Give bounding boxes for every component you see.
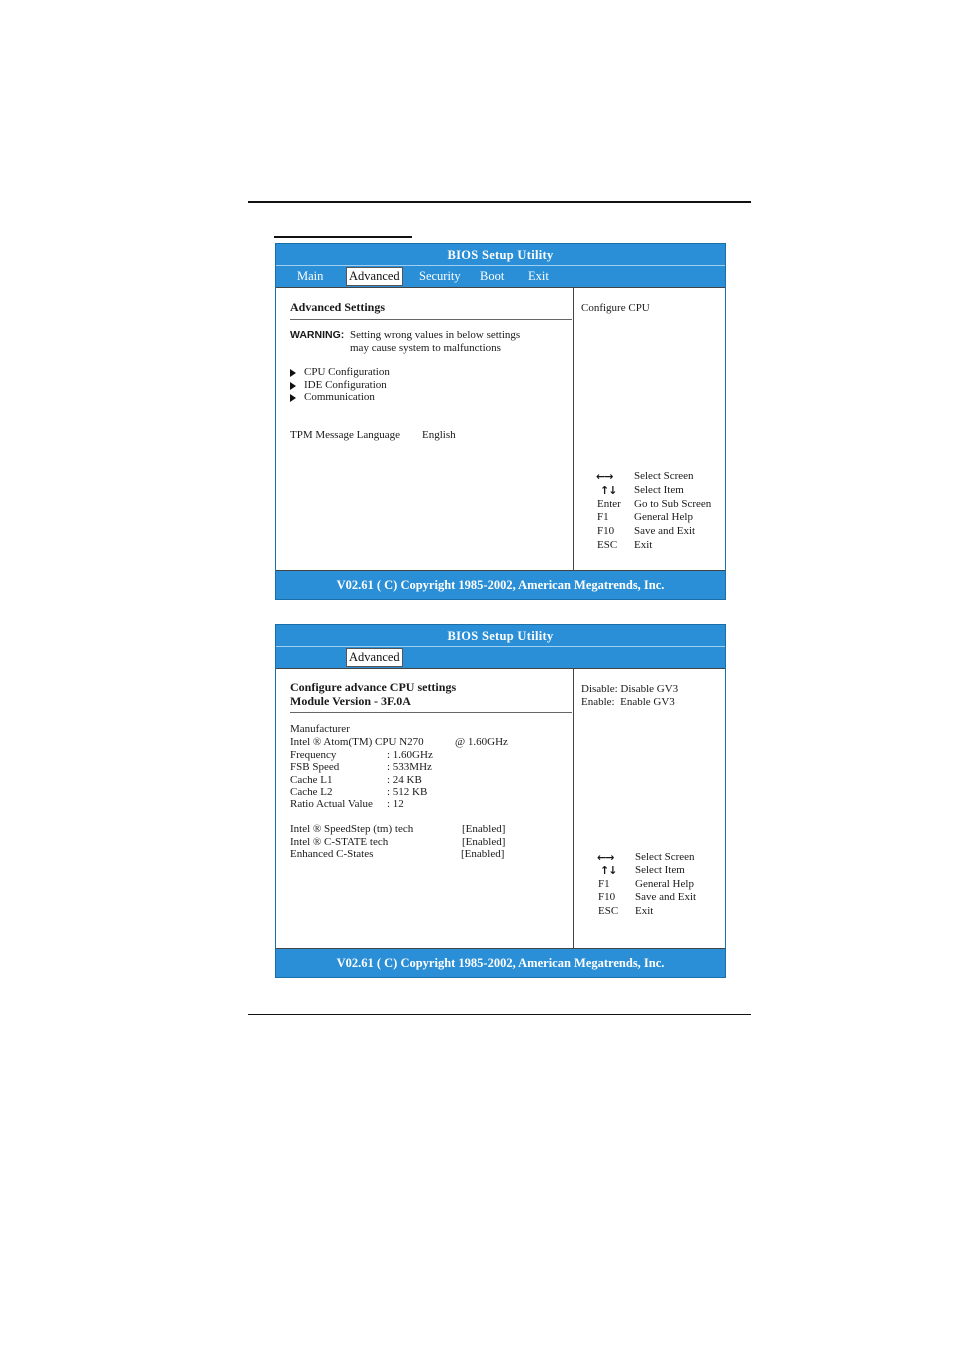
up-down-arrows-icon: ↑↓ <box>600 864 617 877</box>
page-bottom-rule <box>248 1014 751 1015</box>
page-top-rule <box>248 201 751 203</box>
key-f10: F10 <box>598 891 616 903</box>
cpu-speed: @ 1.60GHz <box>455 736 508 748</box>
key-f1: F1 <box>598 878 610 890</box>
key-desc: Select Screen <box>634 470 694 482</box>
help-text-line1: Disable: Disable GV3 <box>581 683 679 695</box>
key-f10: F10 <box>597 525 615 537</box>
submenu-arrow-icon <box>290 394 296 402</box>
key-desc: Exit <box>634 539 653 551</box>
left-right-arrows-icon: ←→ <box>597 851 614 864</box>
key-esc: ESC <box>597 539 618 551</box>
warning-label: WARNING: <box>290 329 345 341</box>
key-enter: Enter <box>597 498 621 510</box>
key-esc: ESC <box>598 905 619 917</box>
tpm-language-value[interactable]: English <box>422 429 456 441</box>
spec-value: : 533MHz <box>387 761 432 773</box>
key-desc: General Help <box>634 511 693 523</box>
submenu-label: IDE Configuration <box>304 379 387 391</box>
submenu-arrow-icon <box>290 369 296 377</box>
key-desc: General Help <box>635 878 694 890</box>
bios-screen-advanced <box>275 243 726 600</box>
tab-advanced[interactable]: Advanced <box>346 267 403 286</box>
option-value[interactable]: [Enabled] <box>461 848 505 860</box>
heading-underline <box>274 236 412 238</box>
spec-value: : 24 KB <box>387 774 422 786</box>
spec-label: Cache L2 <box>290 786 333 798</box>
left-right-arrows-icon: ←→ <box>596 470 613 483</box>
submenu-label: CPU Configuration <box>304 366 390 378</box>
key-desc: Save and Exit <box>634 525 696 537</box>
help-text: Configure CPU <box>581 302 650 314</box>
help-panel <box>574 288 725 570</box>
option-label: Enhanced C-States <box>290 848 374 860</box>
copyright-footer: V02.61 ( C) Copyright 1985-2002, American Megatrends, Inc. <box>276 949 725 977</box>
key-desc: Go to Sub Screen <box>634 498 712 510</box>
cpu-name: Intel ® Atom(TM) CPU N270 <box>290 736 424 748</box>
key-desc: Exit <box>635 905 654 917</box>
help-panel <box>574 669 725 948</box>
key-desc: Select Item <box>635 864 685 876</box>
key-desc: Select Screen <box>635 851 695 863</box>
option-value[interactable]: [Enabled] <box>462 836 506 848</box>
bios-title: BIOS Setup Utility <box>276 625 725 646</box>
tab-security[interactable]: Security <box>419 269 461 283</box>
bios-title: BIOS Setup Utility <box>276 244 725 265</box>
bios-body <box>276 668 725 949</box>
key-desc: Select Item <box>634 484 684 496</box>
spec-value: : 1.60GHz <box>387 749 433 761</box>
submenu-arrow-icon <box>290 382 296 390</box>
spec-label: Ratio Actual Value <box>290 798 373 810</box>
spec-label: Cache L1 <box>290 774 333 786</box>
spec-label: Frequency <box>290 749 337 761</box>
module-version: Module Version - 3F.0A <box>290 694 411 708</box>
section-divider <box>290 712 572 713</box>
settings-panel <box>276 669 574 948</box>
submenu-label: Communication <box>304 391 375 403</box>
bios-body <box>276 287 725 571</box>
tab-main[interactable]: Main <box>297 269 324 283</box>
key-desc: Save and Exit <box>635 891 697 903</box>
warning-text-line1: Setting wrong values in below settings <box>350 329 521 341</box>
help-text-line2: Enable: Enable GV3 <box>581 696 675 708</box>
spec-value: : 512 KB <box>387 786 428 798</box>
bios-menu-bar <box>276 265 725 287</box>
bios-menu-bar <box>276 646 725 668</box>
option-value[interactable]: [Enabled] <box>462 823 506 835</box>
section-divider <box>290 319 572 320</box>
option-label: Intel ® SpeedStep (tm) tech <box>290 823 414 835</box>
tpm-language-label: TPM Message Language <box>290 429 400 441</box>
section-title: Advanced Settings <box>290 300 386 314</box>
tab-advanced[interactable]: Advanced <box>346 648 403 667</box>
spec-value: : 12 <box>387 798 404 810</box>
section-title: Configure advance CPU settings <box>290 680 457 694</box>
spec-label: FSB Speed <box>290 761 340 773</box>
manufacturer-label: Manufacturer <box>290 723 350 735</box>
settings-panel <box>276 288 574 570</box>
up-down-arrows-icon: ↑↓ <box>600 484 617 497</box>
bios-screen-cpu-configuration <box>275 624 726 978</box>
tab-exit[interactable]: Exit <box>528 269 549 283</box>
key-f1: F1 <box>597 511 609 523</box>
copyright-footer: V02.61 ( C) Copyright 1985-2002, American Megatrends, Inc. <box>276 571 725 599</box>
option-label: Intel ® C-STATE tech <box>290 836 389 848</box>
tab-boot[interactable]: Boot <box>480 269 505 283</box>
warning-text-line2: may cause system to malfunctions <box>350 342 501 354</box>
